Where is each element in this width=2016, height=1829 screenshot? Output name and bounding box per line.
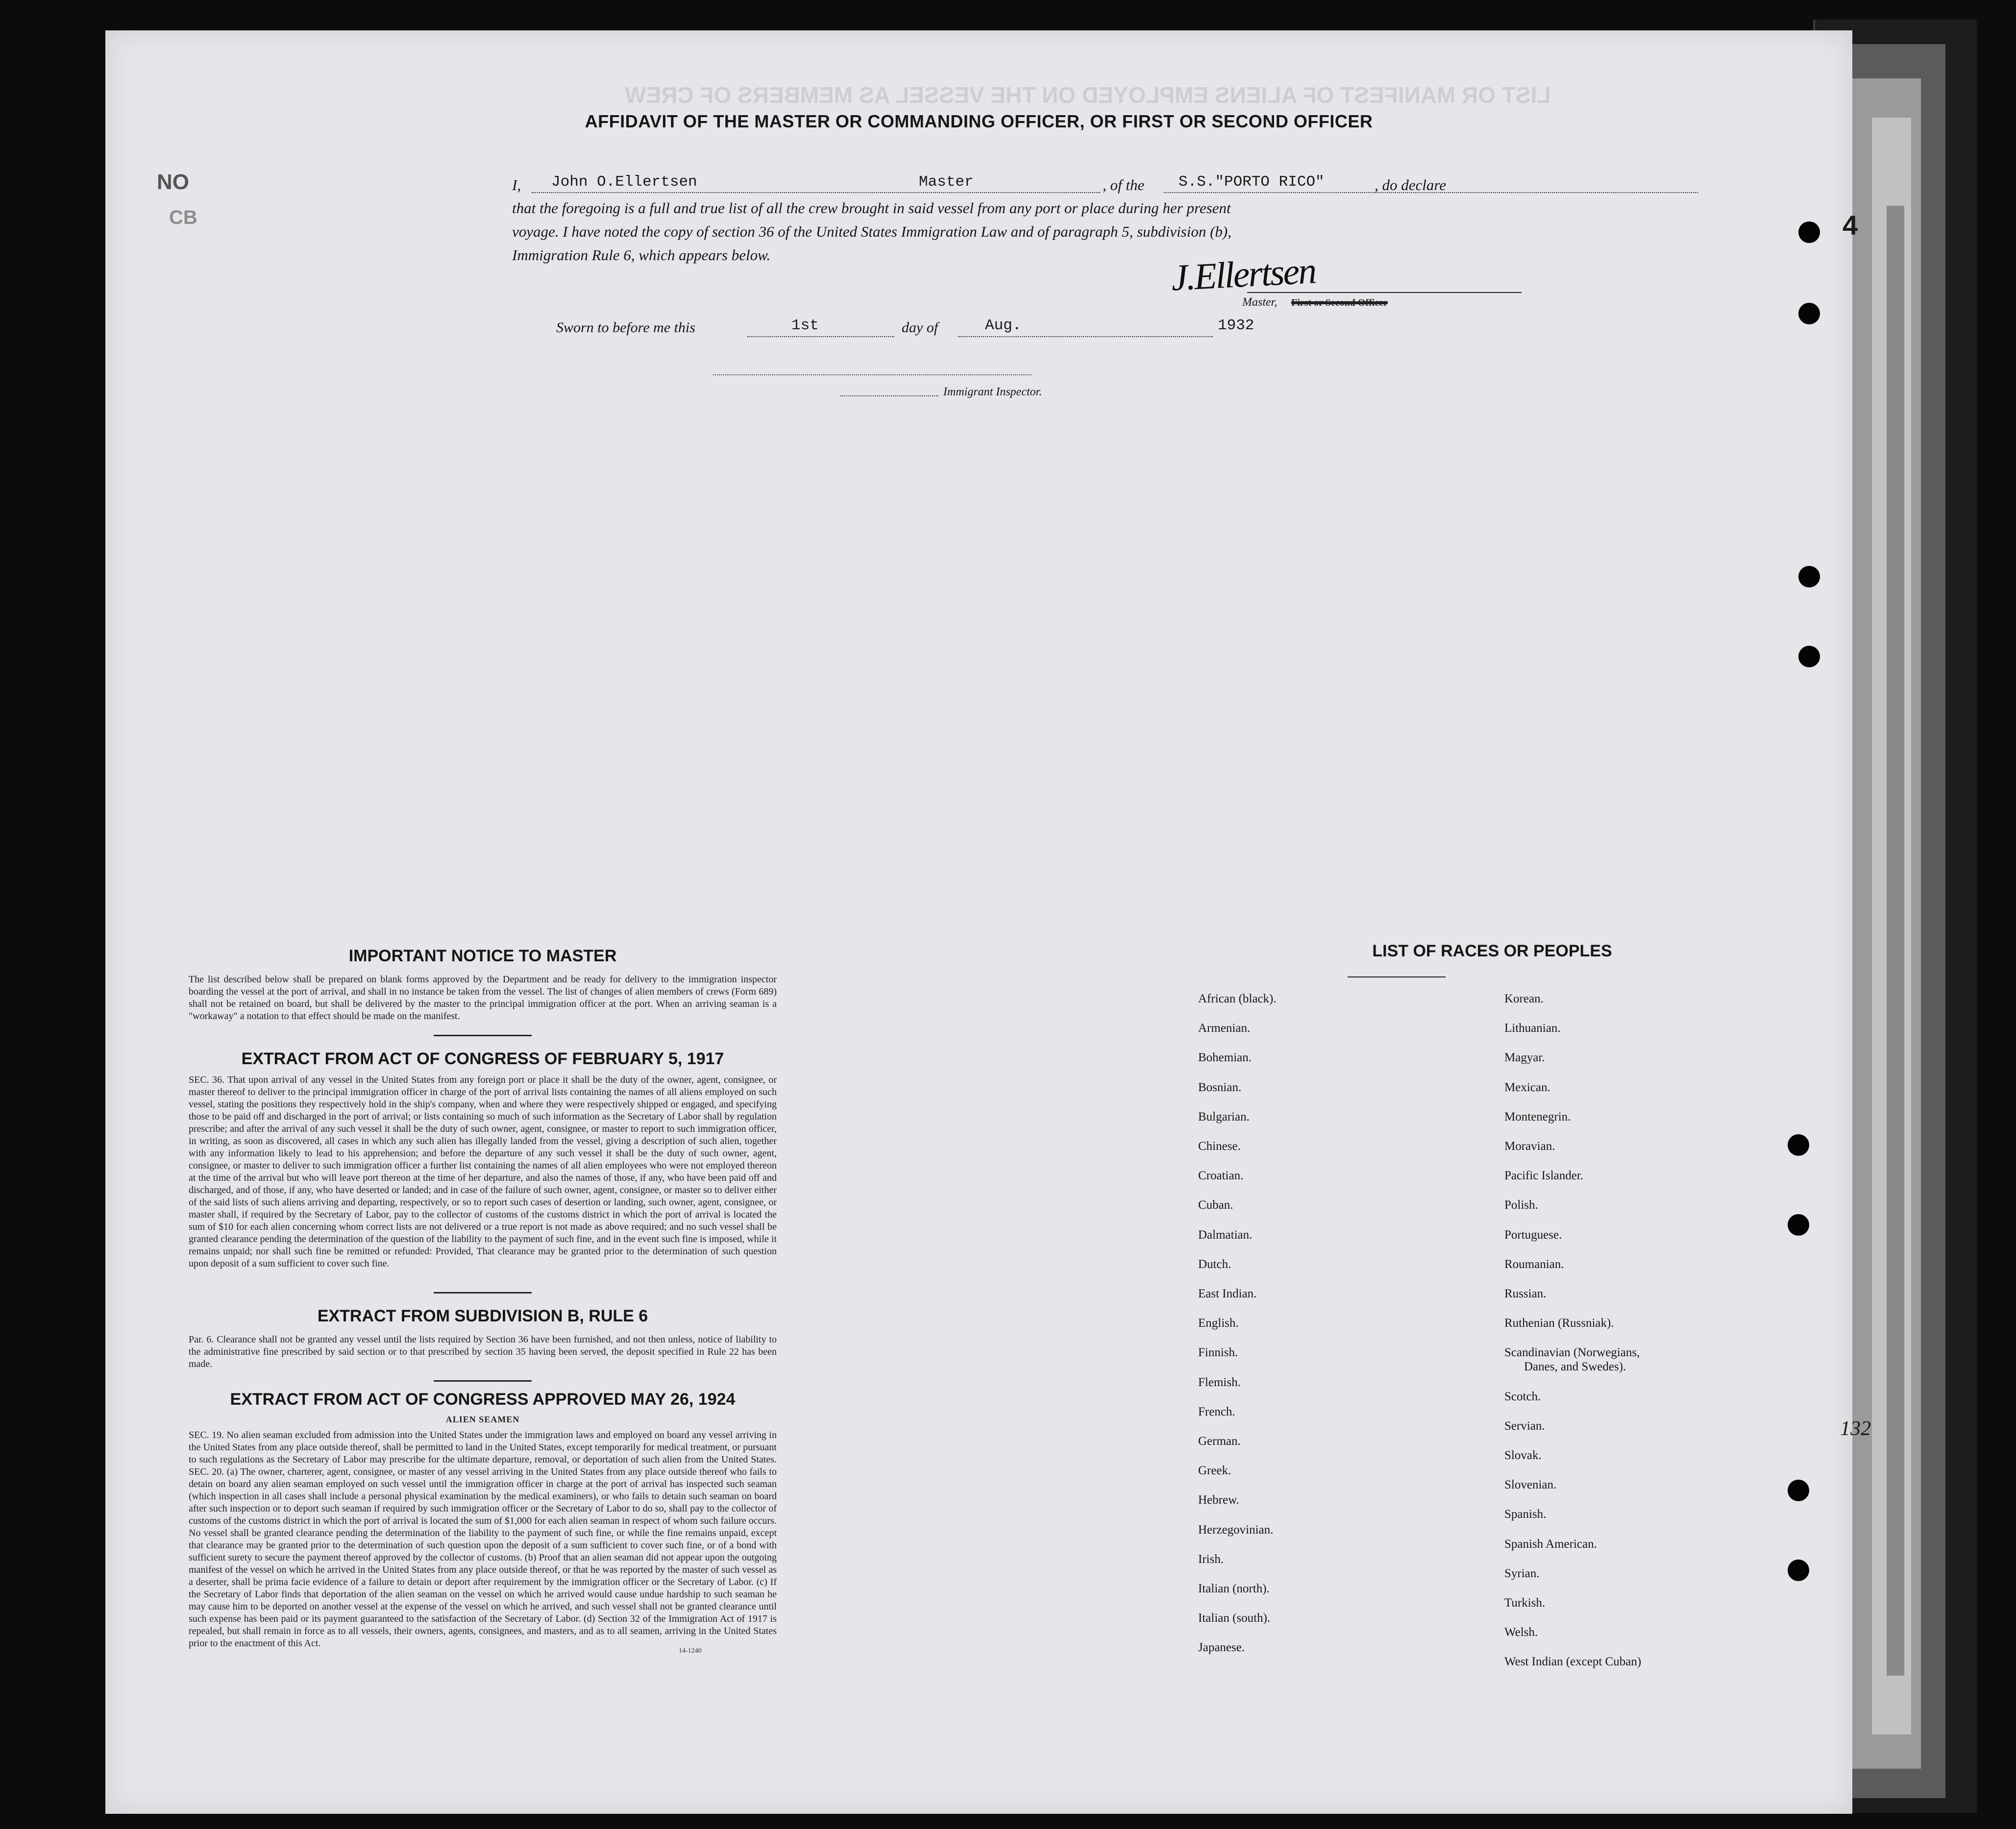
notice-title: IMPORTANT NOTICE TO MASTER <box>348 947 617 965</box>
race-item: Servian. <box>1504 1419 1545 1433</box>
race-item: Dutch. <box>1198 1257 1231 1271</box>
race-item: African (black). <box>1198 992 1277 1005</box>
race-item: Polish. <box>1504 1198 1538 1212</box>
race-item: Italian (south). <box>1198 1611 1271 1625</box>
race-item: Chinese. <box>1198 1140 1241 1153</box>
extract-1924-title: EXTRACT FROM ACT OF CONGRESS APPROVED MAY 26, 1924 <box>230 1390 736 1409</box>
race-item: Cuban. <box>1198 1198 1233 1212</box>
race-item: Bulgarian. <box>1198 1110 1250 1123</box>
extract-rule6-body: Par. 6. Clearance shall not be granted any vessel until the lists required by Section 36 have been furnished, and not then unless, notice of liability to the administrative fine prescribed by said section or to that prescribed by section 35 having been served, the deposit specified in Rule 22 has been made. <box>189 1334 777 1369</box>
master-rank: Master <box>919 173 974 191</box>
race-item: Irish. <box>1198 1552 1224 1566</box>
binder-hole <box>1798 646 1820 667</box>
section-divider <box>1348 976 1446 977</box>
race-item: Danes, and Swedes). <box>1524 1360 1626 1374</box>
signature-line <box>1247 292 1522 293</box>
race-item: Russian. <box>1504 1287 1547 1300</box>
margin-mark: 132 <box>1840 1417 1871 1440</box>
race-item: Spanish. <box>1504 1508 1547 1521</box>
sworn-month: Aug. <box>985 317 1022 334</box>
binder-hole <box>1788 1480 1809 1501</box>
sworn-label: Sworn to before me this <box>556 319 695 336</box>
race-item: Welsh. <box>1504 1626 1538 1639</box>
races-title: LIST OF RACES OR PEOPLES <box>1372 942 1612 960</box>
race-item: Greek. <box>1198 1464 1231 1478</box>
sworn-year: 1932 <box>1218 317 1254 334</box>
binder-hole <box>1798 566 1820 587</box>
race-item: Korean. <box>1504 992 1544 1005</box>
race-item: French. <box>1198 1405 1235 1418</box>
affidavit-line: that the foregoing is a full and true list of all the crew brought in said vessel from any port or place during her present <box>512 199 1231 217</box>
form-number: 14-1240 <box>679 1647 702 1655</box>
sworn-day: 1st <box>791 317 819 334</box>
bleed-through-header: LIST OR MANIFEST OF ALIENS EMPLOYED ON THE VESSEL AS MEMBERS OF CREW <box>625 82 1551 108</box>
extract-1924-subtitle: ALIEN SEAMEN <box>445 1414 520 1424</box>
race-item: Hebrew. <box>1198 1493 1239 1507</box>
affidavit-line: voyage. I have noted the copy of section 36 of the United States Immigration Law and of paragraph 5, subdivision (b), <box>512 223 1231 240</box>
race-item: Turkish. <box>1504 1596 1546 1610</box>
margin-mark: 4 <box>1843 210 1858 241</box>
race-item: Japanese. <box>1198 1641 1245 1655</box>
race-item: Croatian. <box>1198 1169 1244 1183</box>
extract-rule6-title: EXTRACT FROM SUBDIVISION B, RULE 6 <box>317 1307 648 1325</box>
vessel-name: S.S."PORTO RICO" <box>1179 173 1325 191</box>
notice-body: The list described below shall be prepared on blank forms approved by the Department and be ready for delivery to the immigration inspector boarding the vessel at the port of arrival, and shall in no instance be taken from the vessel. The list of changes of alien members of crews (Form 689) shall not be retained on board, but shall be delivered by the master to the principal immigration officer at the port. When an arriving seaman is a "workaway" a notation to that effect should be made on the manifest. <box>189 974 777 1022</box>
race-item: Portuguese. <box>1504 1228 1562 1242</box>
race-item: East Indian. <box>1198 1287 1257 1300</box>
inspector-caption-line <box>840 395 938 396</box>
label-do-declare: , do declare <box>1375 176 1447 194</box>
binder-hole <box>1798 221 1820 243</box>
race-item: Mexican. <box>1504 1080 1550 1094</box>
extract-1917-body: SEC. 36. That upon arrival of any vessel in the United States from any foreign port or place it shall be the duty of the owner, agent, consignee, or master thereof to deliver to the principal immigration officer in charge of the port of arrival lists containing the names of all aliens employed on such vessel, stating the positions they respectively hold in the ship's company, when and where they were respectively shipped or engaged, and specifying those to be paid off and discharged in the port of arrival; or lists containing so much of such information as the Secretary of Labor shall by regulation prescribe; and after the arrival of any such vessel it shall be the duty of such owner, agent, consignee, or master to report to such immigration officer, in writing, as soon as discovered, all cases in which any such alien has illegally landed from the vessel, giving a description of such alien, together with any information likely to lead to his apprehension; and before the departure of any such vessel it shall be the duty of such owner, agent, consignee, or master to deliver to such immigration officer a further list containing the names of all alien employees who were not employed thereon at the time of the arrival but who will leave port thereon at the time of her departure, and also the names of those, if any, who have been paid off and discharged, and of those, if any, who have deserted or landed; and in case of the failure of such owner, agent, consignee, or master so to deliver either of the said lists of such aliens arriving and departing, respectively, or so to report such cases of desertion or landing, such owner, agent, consignee, or master shall, if required by the Secretary of Labor, pay to the collector of customs of the customs district in which the port of arrival is located the sum of $10 for each alien concerning whom correct lists are not delivered or a true report is not made as above required; and no such vessel shall be granted clearance pending the determination of the question of the liability to the payment of such fine, and in the event such fine is imposed, while it remains unpaid; nor shall such fine be remitted or refunded: Provided, That clearance may be granted prior to the determination of such question upon deposit of a sum sufficient to cover such fine. <box>189 1074 777 1269</box>
race-item: Italian (north). <box>1198 1582 1270 1595</box>
race-item: English. <box>1198 1317 1239 1330</box>
affidavit-line: Immigration Rule 6, which appears below. <box>512 246 771 264</box>
race-item: Armenian. <box>1198 1022 1251 1035</box>
race-item: Scotch. <box>1504 1390 1541 1403</box>
race-item: Ruthenian (Russniak). <box>1504 1317 1614 1330</box>
extract-1924-body: SEC. 19. No alien seaman excluded from admission into the United States under the immigration laws and employed on board any vessel arriving in the United States from any place outside thereof, shall be permitted to land in the United States, except temporarily for medical treatment, or pursuant to such regulations as the Secretary of Labor may prescribe for the ultimate departure, removal, or deportation of such alien from the United States. SEC. 20. (a) The owner, charterer, agent, consignee, or master of any vessel arriving in the United States from any place outside thereof who fails to detain on board any alien seaman employed on such vessel until the immigration officer in charge at the port of arrival has inspected such seaman (which inspection in all cases shall include a personal physical examination by the medical examiners), or who fails to detain such seaman on board after such inspection or to deport such seaman if required by such immigration officer or the Secretary of Labor to do so, shall pay to the collector of customs of the customs district in which the port of arrival is located the sum of $1,000 for each alien seaman in respect of whom such failure occurs. No vessel shall be granted clearance pending the determination of the liability to the payment of such fine, or while the fine remains unpaid, except that clearance may be granted prior to the determination of such question upon the deposit of a sum sufficient to cover such fine, or of a bond with sufficient surety to secure the payment thereof approved by the collector of customs. (b) Proof that an alien seaman did not appear upon the outgoing manifest of the vessel on which he arrived in the United States from any place outside thereof, or that he was reported by the master of such vessel as a deserter, shall be prima facie evidence of a failure to detain or deport after requirement by the immigration officer or the Secretary of Labor. (c) If the Secretary of Labor finds that deportation of the alien seaman on the vessel on which he arrived would cause undue hardship to such seaman he may cause him to be deported on another vessel at the expense of the vessel on which he arrived, and such vessel shall not be granted clearance until such expense has been paid or its payment guaranteed to the satisfaction of the Secretary of Labor. (d) Section 32 of the Immigration Act of 1917 is repealed, but shall remain in force as to all vessels, their owners, agents, consignees, and masters, and as to all seamen, arriving in the United States prior to the enactment of this Act. <box>189 1430 777 1649</box>
signature-caption-struck: First or Second Officer <box>1291 297 1388 308</box>
race-item: Moravian. <box>1504 1140 1555 1153</box>
section-divider <box>434 1035 532 1036</box>
race-item: Lithuanian. <box>1504 1022 1561 1035</box>
master-signature: J.Ellertsen <box>1170 250 1317 299</box>
race-item: Spanish American. <box>1504 1537 1597 1551</box>
extract-1917-title: EXTRACT FROM ACT OF CONGRESS OF FEBRUARY 5, 1917 <box>241 1049 724 1068</box>
race-item: Slovenian. <box>1504 1478 1557 1492</box>
affidavit-title: AFFIDAVIT OF THE MASTER OR COMMANDING OFFICER, OR FIRST OR SECOND OFFICER <box>585 111 1373 131</box>
label-i: I, <box>512 176 521 194</box>
label-day-of: day of <box>902 319 938 336</box>
inspector-caption: Immigrant Inspector. <box>943 386 1042 398</box>
label-of-the: , of the <box>1103 176 1145 194</box>
race-item: Syrian. <box>1504 1566 1540 1580</box>
master-name: John O.Ellertsen <box>551 173 697 191</box>
race-item: Roumanian. <box>1504 1257 1564 1271</box>
binder-hole <box>1788 1134 1809 1156</box>
race-item: Magyar. <box>1504 1051 1545 1065</box>
binder-hole <box>1788 1214 1809 1236</box>
race-item: Montenegrin. <box>1504 1110 1571 1123</box>
manifest-page <box>105 30 1871 1814</box>
race-item: Finnish. <box>1198 1346 1238 1360</box>
race-item: Flemish. <box>1198 1375 1241 1389</box>
section-divider <box>434 1380 532 1382</box>
margin-mark: CB <box>169 207 197 228</box>
race-item: Scandinavian (Norwegians, <box>1504 1346 1640 1360</box>
binder-hole <box>1798 303 1820 324</box>
master-name-line <box>532 192 1100 193</box>
margin-mark: NO <box>157 170 189 194</box>
race-item: Bosnian. <box>1198 1080 1242 1094</box>
sworn-day-line <box>747 336 894 337</box>
race-item: Herzegovinian. <box>1198 1523 1274 1536</box>
sworn-month-line <box>958 336 1213 337</box>
binder-hole <box>1788 1560 1809 1581</box>
section-divider <box>434 1292 532 1293</box>
underlying-sheet <box>1887 206 1904 1676</box>
race-item: Dalmatian. <box>1198 1228 1253 1242</box>
race-item: Pacific Islander. <box>1504 1169 1584 1183</box>
inspector-signature-line <box>713 374 1032 375</box>
race-item: Slovak. <box>1504 1449 1542 1462</box>
race-item: West Indian (except Cuban) <box>1504 1655 1642 1669</box>
race-item: German. <box>1198 1435 1241 1448</box>
signature-caption: Master, <box>1242 296 1278 309</box>
race-item: Bohemian. <box>1198 1051 1252 1065</box>
